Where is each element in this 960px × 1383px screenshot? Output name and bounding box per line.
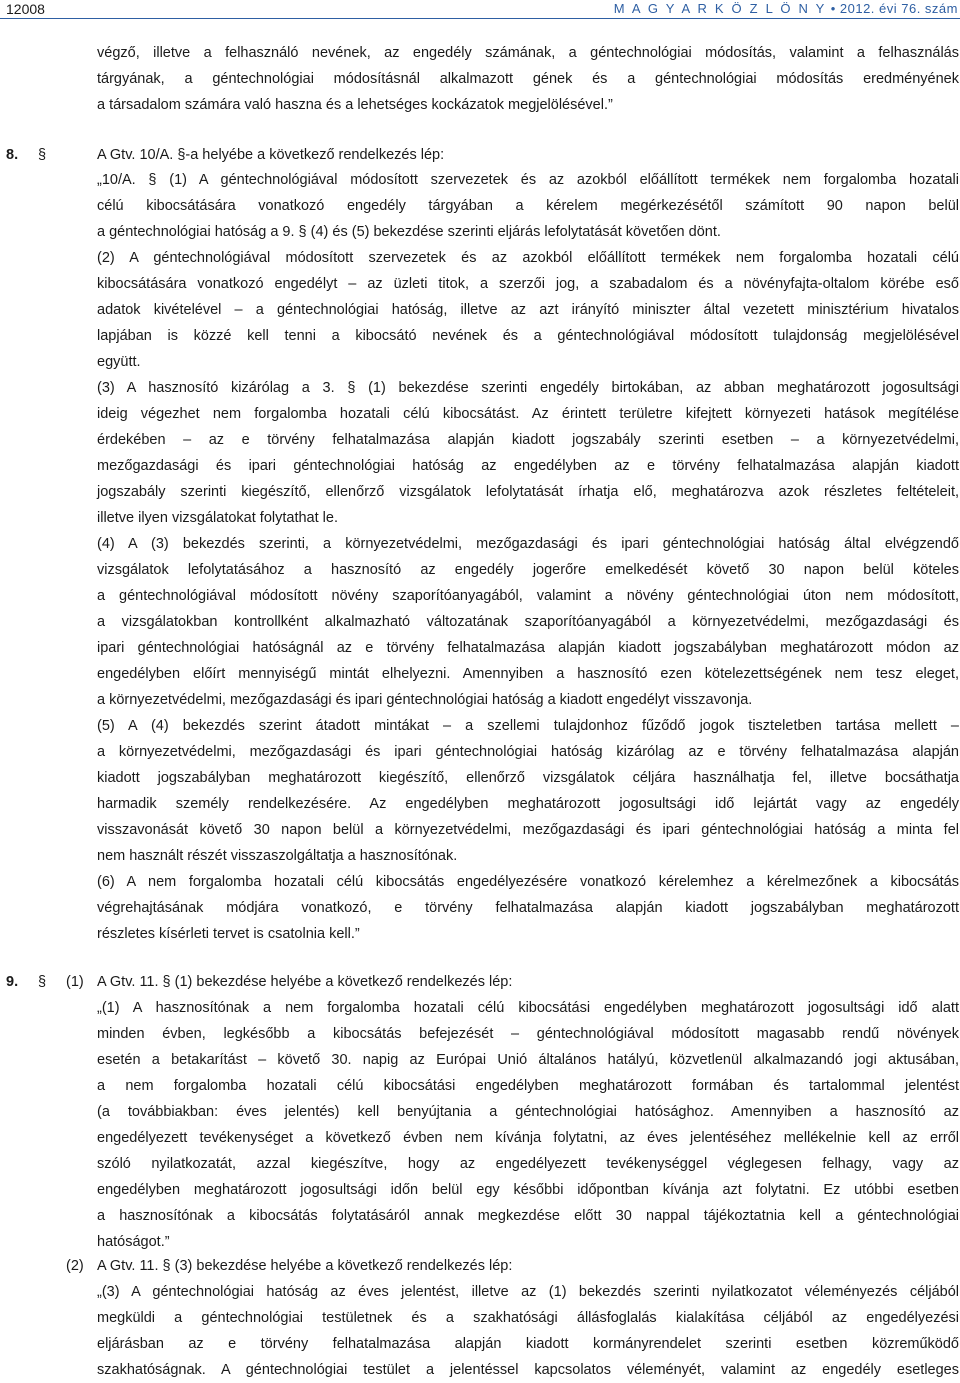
text-line: A Gtv. 10/A. §-a helyébe a következő rendelkezés lép: — [97, 147, 445, 163]
text-line: ipari géntechnológiai hatóságnál az e törvény felhatalmazása alapján kiadott jogszabályban meghatározott módon az — [97, 640, 959, 656]
text-line: „(1) A hasznosítónak a nem forgalomba hozatali célú kibocsátási engedélyben meghatározott jogosultsági idő alatt — [97, 1000, 959, 1016]
page-number: 12008 — [6, 1, 45, 17]
text-line: esetén a betakarítást – követő 30. napig az Európai Unió általános hatályú, közvetlenül alkalmazandó jogi aktusában, — [97, 1052, 959, 1068]
text-line: nem használt részét visszaszolgáltatja a hasznosítónak. — [97, 848, 458, 864]
text-line: (2) A géntechnológiával módosított szervezetek és az azokból előállított termékek nem forgalomba hozatali célú — [97, 250, 959, 266]
bullet: • — [830, 1, 836, 16]
text-line: részletes kísérleti tervet is csatolnia kell.” — [97, 926, 360, 942]
section-9-number: 9. — [6, 974, 19, 990]
text-line: együtt. — [97, 354, 141, 370]
text-line: a nem forgalomba hozatali célú kibocsátási engedélyben meghatározott formában és tartalommal jelentést — [97, 1078, 959, 1094]
text-line: minden évben, legkésőbb a kibocsátás befejezését – géntechnológiával módosított magasabb rendű növények — [97, 1026, 959, 1042]
text-line: a géntechnológiai hatóság a 9. § (4) és (5) bekezdése szerinti eljárás lefolytatását követően dönt. — [97, 224, 721, 240]
text-line: jogszabály szerinti kiegészítő, ellenőrző vizsgálatok lefolytatását írhatja elő, meghatározva azok részletes feltételeit, — [97, 484, 959, 500]
text-line: „10/A. § (1) A géntechnológiával módosított szervezetek és az azokból előállított termékek nem forgalomba hozatali — [97, 172, 959, 188]
journal-issue: 2012. évi 76. szám — [839, 1, 958, 16]
text-line: mezőgazdasági és ipari géntechnológiai hatóság az engedélyben az e törvény felhatalmazása alapján kiadott — [97, 458, 959, 474]
text-line: szóló nyilatkozatát, azzal kiegészítve, hogy az engedélyezett tevékenységgel véglegesen felhagy, vagy az — [97, 1156, 959, 1172]
text-line: engedélyben meghatározott jogosultsági időn belül egy későbbi időpontban kívánja azt folytatni. Ez utóbbi esetben — [97, 1182, 959, 1198]
journal-name: M A G Y A R K Ö Z L Ö N Y — [613, 1, 827, 16]
text-line: lapjában is közzé kell tenni a kibocsátó nevének és a géntechnológiával módosított tulajdonság megjelölésével — [97, 328, 959, 344]
text-line: engedélyezett tevékenységet a következő évben nem kívánja folytatni, az éves jelentéséhez mellékelnie kell az erről — [97, 1130, 959, 1146]
header-rule — [0, 18, 960, 19]
section-9-sign: § — [38, 974, 47, 990]
text-line: adatok kivételével – a géntechnológiai hatóság, illetve az azt irányító miniszter által vezetett minisztérium hivatalos — [97, 302, 959, 318]
point-2-label: (2) — [66, 1258, 84, 1274]
text-line: kiadott jogszabályban meghatározott kiegészítő, ellenőrző vizsgálatok céljára használhatja fel, illetve bocsáthatja — [97, 770, 959, 786]
text-line: ideig végezhet nem forgalomba hozatali célú kibocsátást. Az érintett területre kifejtett környezeti hatások megítélése — [97, 406, 959, 422]
text-line: a géntechnológiával módosított növény szaporítóanyagából, valamint a növény géntechnológiai úton nem módosított, — [97, 588, 959, 604]
text-line: (3) A hasznosító kizárólag a 3. § (1) bekezdése szerinti engedély birtokában, az abban meghatározott jogosultsági — [97, 380, 959, 396]
journal-title — [614, 0, 958, 18]
text-line: harmadik személy rendelkezésére. Az engedélyben meghatározott jogosultsági idő lejártát vagy az engedély — [97, 796, 959, 812]
text-line: megküldi a géntechnológiai testületnek és a szakhatósági állásfoglalás kialakítása céljából az engedélyezési — [97, 1310, 959, 1326]
text-line: eljárásban az e törvény felhatalmazása alapján kiadott kormányrendelet szerinti esetben közreműködő — [97, 1336, 959, 1352]
text-line: (4) A (3) bekezdés szerinti, a környezetvédelmi, mezőgazdasági és ipari géntechnológiai hatóság által elvégzendő — [97, 536, 959, 552]
page-header — [0, 0, 960, 22]
text-line: végrehajtásának módjára vonatkozó, e törvény felhatalmazása alapján kiadott jogszabályban meghatározott — [97, 900, 959, 916]
text-line: a társadalom számára való haszna és a lehetséges kockázatok megjelölésével.” — [97, 97, 613, 113]
section-8-sign: § — [38, 147, 47, 163]
text-line: a vizsgálatokban kontrollként alkalmazható változatának szaporítóanyagából a környezetvédelmi, mezőgazdasági és — [97, 614, 959, 630]
text-line: érdekében – az e törvény felhatalmazása alapján kiadott jogszabály szerinti esetben – a környezetvédelmi, — [97, 432, 959, 448]
text-line: a hasznosítónak a kibocsátás folytatásáról annak megkezdése előtt 30 nappal tájékoztatnia kell a géntechnológiai — [97, 1208, 959, 1224]
text-line: hatóságot.” — [97, 1234, 170, 1250]
text-line: (5) A (4) bekezdés szerint átadott mintákat – a szellemi tulajdonhoz fűződő jogok tiszteletben tartása mellett – — [97, 718, 959, 734]
text-line: A Gtv. 11. § (3) bekezdése helyébe a következő rendelkezés lép: — [97, 1258, 513, 1274]
text-line: szakhatóságnak. A géntechnológiai testület a jelentéssel kapcsolatos véleményét, valamint az engedély esetleges — [97, 1362, 959, 1378]
text-line: a környezetvédelmi, mezőgazdasági és ipari géntechnológiai hatóság a kiadott engedélyt visszavonja. — [97, 692, 753, 708]
point-1-label: (1) — [66, 974, 84, 990]
text-line: tárgyának, a géntechnológiai módosításnál alkalmazott gének és a géntechnológiai módosítás eredményének — [97, 71, 959, 87]
text-line: visszavonását követő 30 napon belül a környezetvédelmi, mezőgazdasági és ipari géntechnológiai hatóság a minta fel — [97, 822, 959, 838]
text-line: A Gtv. 11. § (1) bekezdése helyébe a következő rendelkezés lép: — [97, 974, 513, 990]
text-line: illetve ilyen vizsgálatokat folytathat le. — [97, 510, 338, 526]
text-line: engedélyben előírt mennyiségű mintát elhelyezni. Amennyiben a hasznosító ezen kötelezettségének nem tesz eleget, — [97, 666, 959, 682]
text-line: végző, illetve a felhasználó nevének, az engedély számának, a géntechnológiai módosítás, valamint a felhasználás — [97, 45, 959, 61]
text-line: (a továbbiakban: éves jelentés) kell benyújtania a géntechnológiai hatósághoz. Amennyiben a hasznosító az — [97, 1104, 959, 1120]
text-line: a környezetvédelmi, mezőgazdasági és ipari géntechnológiai hatóság kizárólag az e törvény felhatalmazása alapján — [97, 744, 959, 760]
text-line: „(3) A géntechnológiai hatóság az éves jelentést, illetve az (1) bekezdés szerinti nyilatkozatot véleményezés céljából — [97, 1284, 959, 1300]
text-line: célú kibocsátására vonatkozó engedély tárgyában a kérelem megérkezésétől számított 90 napon belül — [97, 198, 959, 214]
text-line: (6) A nem forgalomba hozatali célú kibocsátás engedélyezésére vonatkozó kérelemhez a kérelmezőnek a kibocsátás — [97, 874, 959, 890]
text-line: vizsgálatok lefolytatásához a hasznosító az engedély jogerőre emelkedését követő 30 napon belül köteles — [97, 562, 959, 578]
section-8-number: 8. — [6, 147, 19, 163]
text-line: kibocsátására vonatkozó engedélyt – az üzleti titok, a szerzői jog, a szabadalom és a növényfajta-oltalom körébe eső — [97, 276, 959, 292]
